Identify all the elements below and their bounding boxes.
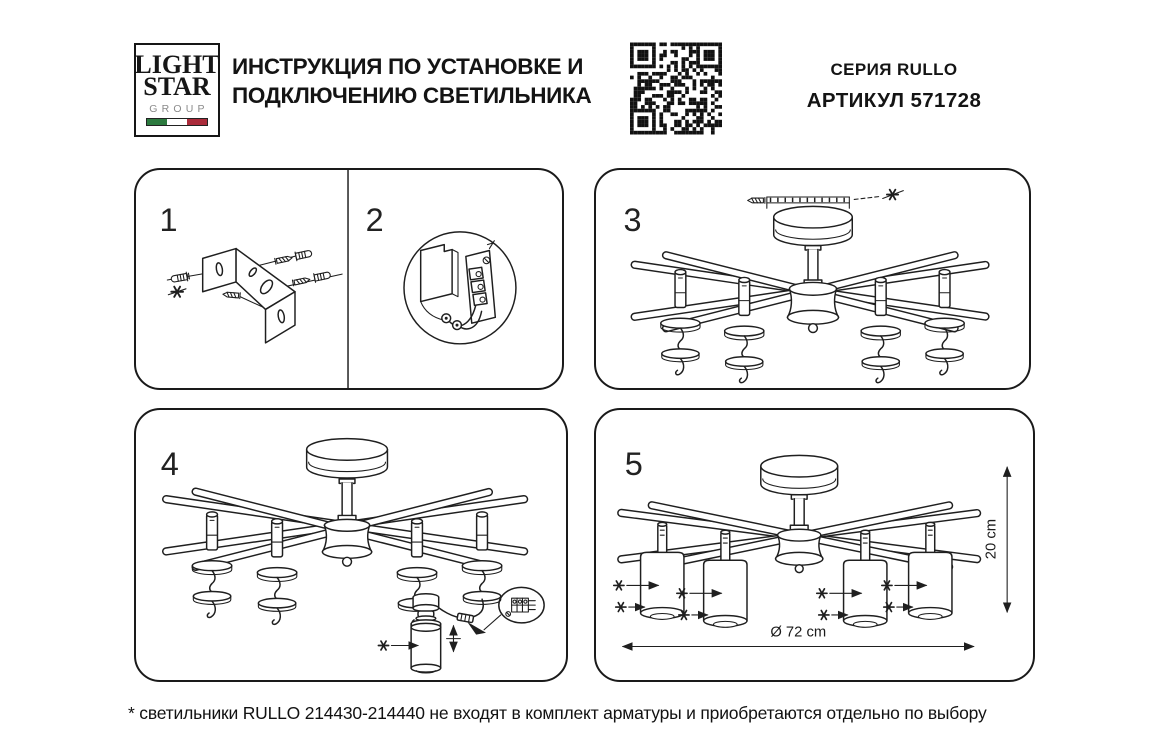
stem: [338, 479, 356, 520]
screw: [223, 291, 241, 298]
page-title: [232, 52, 591, 110]
mounting-bar: [748, 190, 904, 209]
lightstar-logo: [134, 43, 220, 137]
pointer-arrowhead: [467, 622, 486, 635]
diameter-dimension: [623, 625, 974, 647]
article-label: АРТИКУЛ 571728: [806, 89, 982, 112]
step-5-number: 5: [624, 446, 643, 483]
wall-plug: [171, 272, 188, 283]
wall-plug: [314, 270, 331, 282]
adjust-arrows-icon: [447, 626, 461, 652]
ceiling-canopy: [774, 206, 853, 245]
lamp-shade: [909, 522, 952, 619]
phillips-screw-icon: [883, 190, 904, 200]
wiring-detail-diagram: [404, 232, 516, 344]
center-hub: [322, 519, 371, 566]
ceiling-canopy: [307, 439, 388, 478]
screw: [292, 276, 310, 285]
lamp-holder-assembly: [861, 277, 900, 382]
product-id-block: [793, 60, 995, 113]
wall-plug: [295, 249, 312, 261]
center-hub: [776, 529, 823, 572]
lamp-holder-assembly: [661, 270, 700, 375]
logo-word-group: GROUP: [149, 102, 209, 115]
step-3-drawing: [596, 170, 1029, 388]
lamp-holder-assembly: [725, 277, 764, 382]
qr-code: [630, 42, 722, 135]
flag-red-segment: [187, 119, 207, 125]
cable-connector: [457, 613, 474, 623]
center-hub: [787, 282, 838, 332]
asterisk-mark: [378, 641, 388, 650]
lamp-holder-assembly: [192, 512, 231, 618]
height-dimension: [983, 467, 1007, 612]
screw: [275, 255, 293, 264]
diameter-dimension-label: Ø 72 cm: [770, 624, 827, 641]
step-4-drawing: [136, 410, 566, 680]
step-1-number: 1: [159, 201, 178, 238]
phillips-screw-icon: [168, 287, 186, 297]
lamp-shade: [641, 522, 684, 619]
ceiling-canopy: [761, 455, 838, 494]
flag-green-segment: [147, 119, 167, 125]
footnote: * светильники RULLO 214430-214440 не входят в комплект арматуры и приобретаются отдельно по выбору: [128, 703, 987, 723]
flag-white-segment: [167, 119, 187, 125]
mounting-bracket-diagram: [167, 249, 342, 343]
stem: [804, 246, 822, 285]
panel-step-5: [594, 408, 1035, 682]
panel-step-4: [134, 408, 568, 682]
logo-word-star: STAR: [143, 72, 211, 102]
terminal-block-icon: [506, 598, 535, 616]
title-line-1: ИНСТРУКЦИЯ ПО УСТАНОВКЕ И: [232, 54, 584, 79]
height-dimension-label: 20 cm: [983, 518, 1000, 560]
screw: [748, 197, 765, 203]
steps-1-2-drawing: [136, 170, 562, 388]
series-label: СЕРИЯ RULLO: [830, 60, 958, 79]
logo-word-light: LIGHT: [134, 50, 220, 79]
step-3-number: 3: [623, 201, 642, 238]
panel-steps-1-2: [134, 168, 564, 390]
panel-step-3: [594, 168, 1031, 390]
lamp-holder-assembly: [925, 270, 964, 375]
title-line-2: ПОДКЛЮЧЕНИЮ СВЕТИЛЬНИКА: [232, 83, 592, 108]
spot-lamp: [411, 594, 441, 673]
stem: [790, 495, 808, 530]
step-4-number: 4: [160, 446, 179, 483]
italian-flag-bar: [146, 118, 208, 126]
step-2-number: 2: [365, 201, 384, 238]
step-5-drawing: [596, 410, 1033, 680]
junction-cover: [421, 245, 452, 302]
